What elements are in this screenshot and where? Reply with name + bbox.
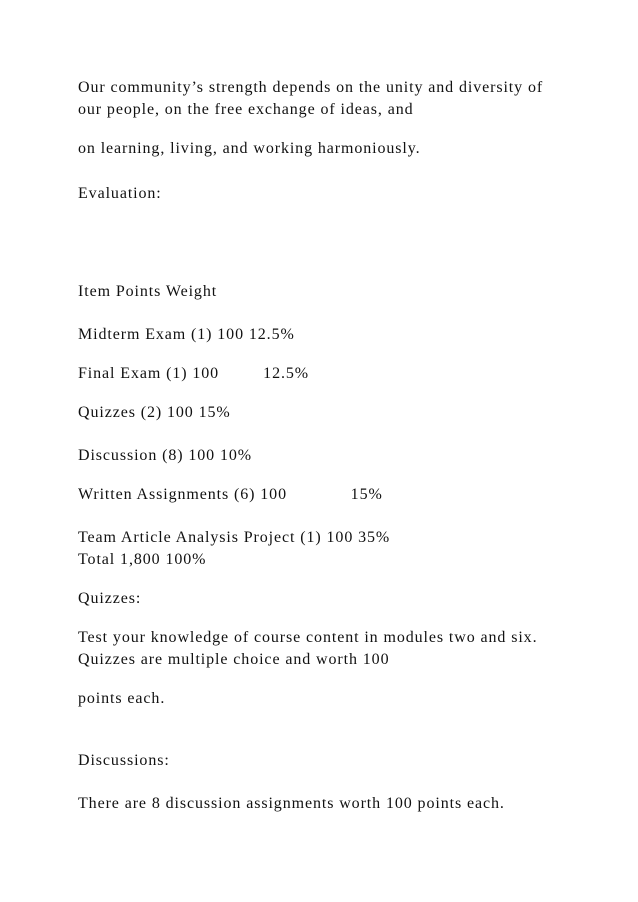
grading-row-team-project: Team Article Analysis Project (1) 100 35% [78,529,391,546]
discussions-text-line-1: There are 8 discussion assignments worth 100 points each. [78,795,505,812]
grading-row-discussion: Discussion (8) 100 10% [78,447,253,464]
quizzes-text-line-1: Test your knowledge of course content in modules two and six. [78,629,538,646]
intro-text-line-3: on learning, living, and working harmoniously. [78,140,421,157]
grading-row-final: Final Exam (1) 100 12.5% [78,365,309,382]
grading-total: Total 1,800 100% [78,551,207,568]
grading-table-header: Item Points Weight [78,283,218,300]
grading-row-quizzes: Quizzes (2) 100 15% [78,404,231,421]
quizzes-text-line-2: Quizzes are multiple choice and worth 100 [78,651,390,668]
intro-text-line-1: Our community’s strength depends on the unity and diversity of [78,79,544,96]
intro-text-line-2: our people, on the free exchange of ideas, and [78,101,414,118]
quizzes-text-line-3: points each. [78,690,166,707]
grading-row-midterm: Midterm Exam (1) 100 12.5% [78,326,295,343]
discussions-heading: Discussions: [78,752,170,769]
grading-row-written-assignments: Written Assignments (6) 100 15% [78,486,383,503]
quizzes-heading: Quizzes: [78,590,142,607]
evaluation-heading: Evaluation: [78,185,162,202]
